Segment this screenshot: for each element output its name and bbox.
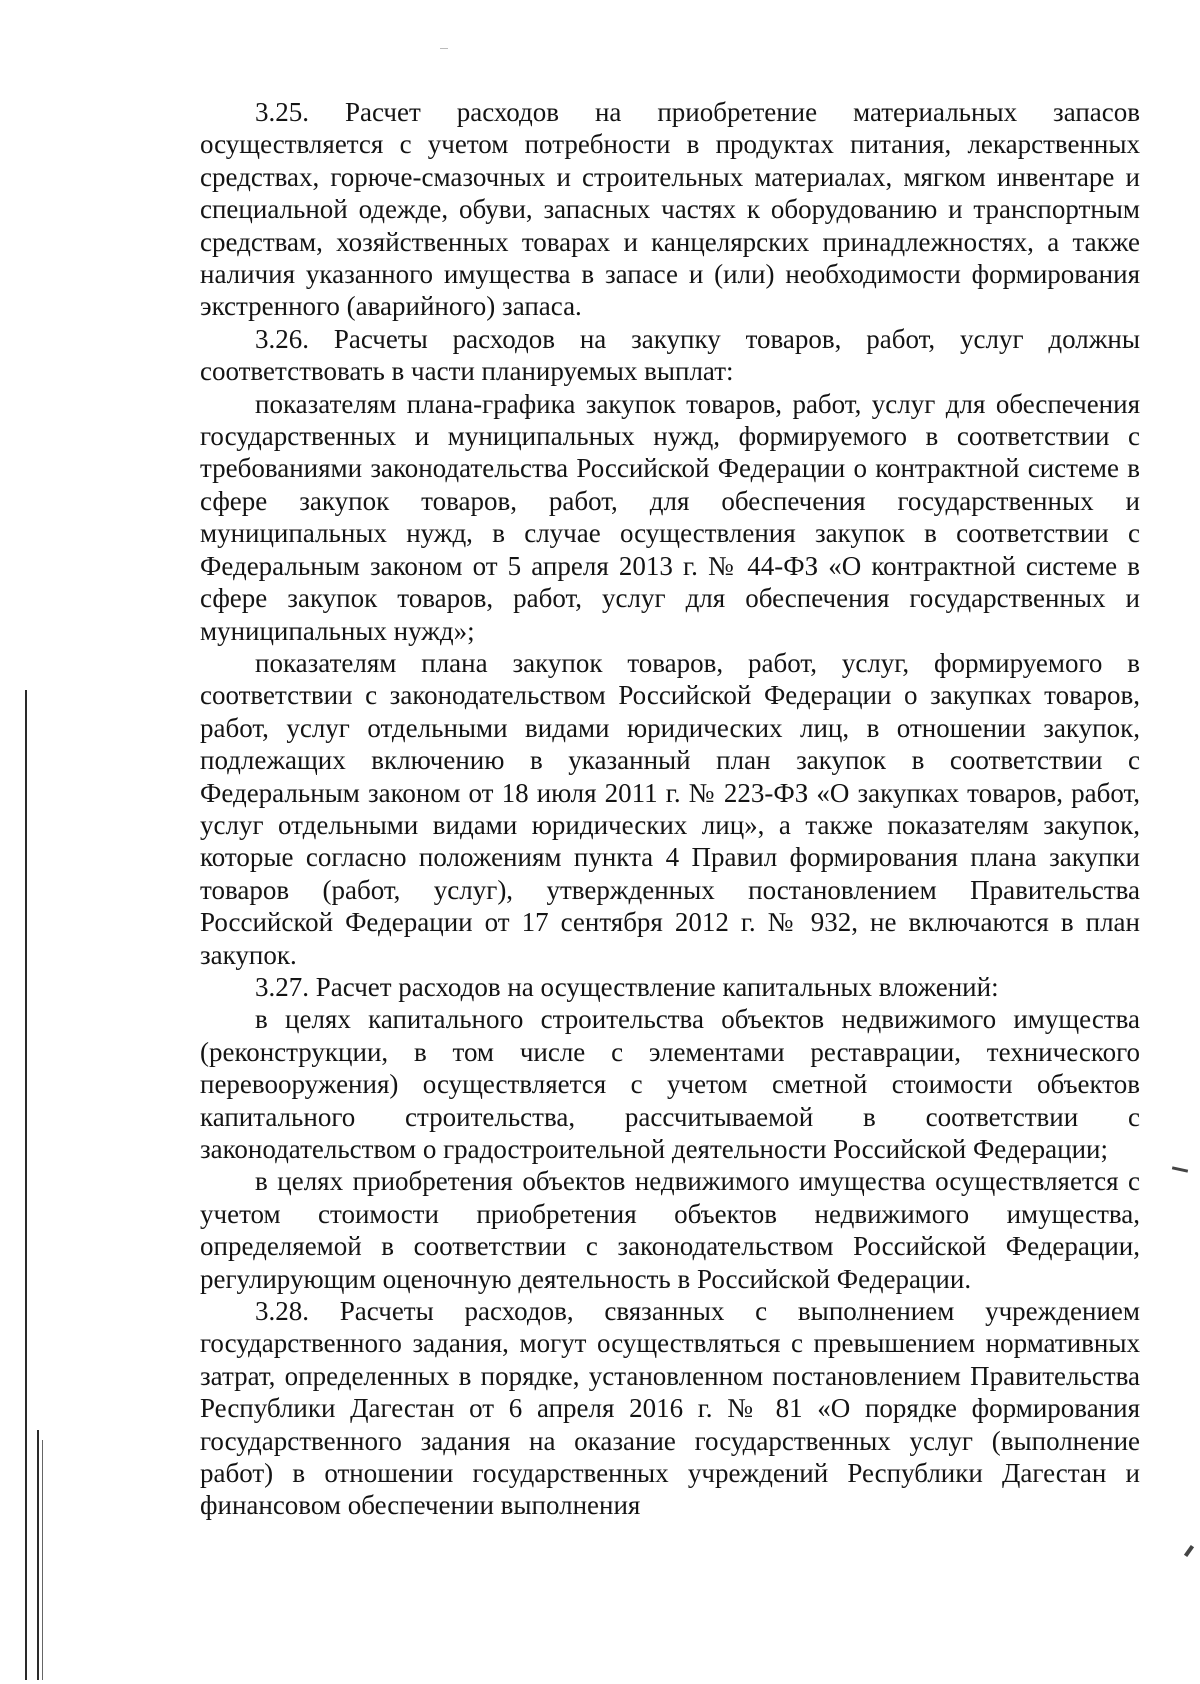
paragraph-3-26: 3.26. Расчеты расходов на закупку товаров, работ, услуг должны соответствовать в части планируемых выплат: — [200, 323, 1140, 387]
paragraph-3-25: 3.25. Расчет расходов на приобретение материальных запасов осуществляется с учетом потребности в продуктах питания, лекарственных средствах, горюче-смазочных и строительных материалах, мягком инвентаре и специальной одежде, обуви, запасных частях к оборудованию и транспортным средствам, хозяйственных товарах и канцелярских принадлежностях, а также наличия указанного имущества в запасе и (или) необходимости формирования экстренного (аварийного) запаса. — [200, 97, 1140, 322]
paragraph-3-26-item-2: показателям плана закупок товаров, работ, услуг, формируемого в соответствии с законодательством Российской Федерации о закупках товаров, работ, услуг отдельными видами юридических лиц, в отношении закупок, подлежащих включению в указанный план закупок в соответствии с Федеральным законом от 18 июля 2011 г. № 223-ФЗ «О закупках товаров, работ, услуг отдельными видами юридических лиц», а также показателям закупок, которые согласно положениям пункта 4 Правил формирования плана закупки товаров (работ, услуг), утвержденных постановлением Правительства Российской Федерации от 17 сентября 2012 г. № 932, не включаются в план закупок. — [200, 647, 1140, 970]
paragraph-3-27-item-2: в целях приобретения объектов недвижимого имущества осуществляется с учетом стоимости приобретения объектов недвижимого имущества, определяемой в соответствии с законодательством Российской Федерации, регулирующим оценочную деятельность в Российской Федерации. — [200, 1166, 1140, 1294]
scan-edge-line — [37, 1430, 39, 1680]
document-body — [200, 96, 1140, 1522]
paragraph-3-26-item-1: показателям плана-графика закупок товаров, работ, услуг для обеспечения государственных и муниципальных нужд, формируемого в соответствии с требованиями законодательства Российской Федерации о контрактной системе в сфере закупок товаров, работ, для обеспечения государственных и муниципальных нужд, в случае осуществления закупок в соответствии с Федеральным законом от 5 апреля 2013 г. № 44-ФЗ «О контрактной системе в сфере закупок товаров, работ, услуг для обеспечения государственных и муниципальных нужд»; — [200, 388, 1140, 646]
paragraph-3-27-item-1: в целях капитального строительства объектов недвижимого имущества (реконструкции, в том числе с элементами реставрации, технического перевооружения) осуществляется с учетом сметной стоимости объектов капитального строительства, рассчитываемой в соответствии с законодательством о градостроительной деятельности Российской Федерации; — [200, 1004, 1140, 1164]
scan-mark — [1184, 1545, 1194, 1557]
scan-mark — [1172, 1166, 1188, 1172]
scan-speck — [440, 48, 448, 49]
paragraph-3-28: 3.28. Расчеты расходов, связанных с выполнением учреждением государственного задания, могут осуществляться с превышением нормативных затрат, определенных в порядке, установленном постановлением Правительства Республики Дагестан от 6 апреля 2016 г. № 81 «О порядке формирования государственного задания на оказание государственных услуг (выполнение работ) в отношении государственных учреждений Республики Дагестан и финансовом обеспечении выполнения — [200, 1296, 1140, 1521]
paragraph-3-27: 3.27. Расчет расходов на осуществление капитальных вложений: — [255, 971, 999, 1002]
scan-edge-line — [25, 690, 27, 1680]
scan-edge-line — [42, 1440, 43, 1680]
